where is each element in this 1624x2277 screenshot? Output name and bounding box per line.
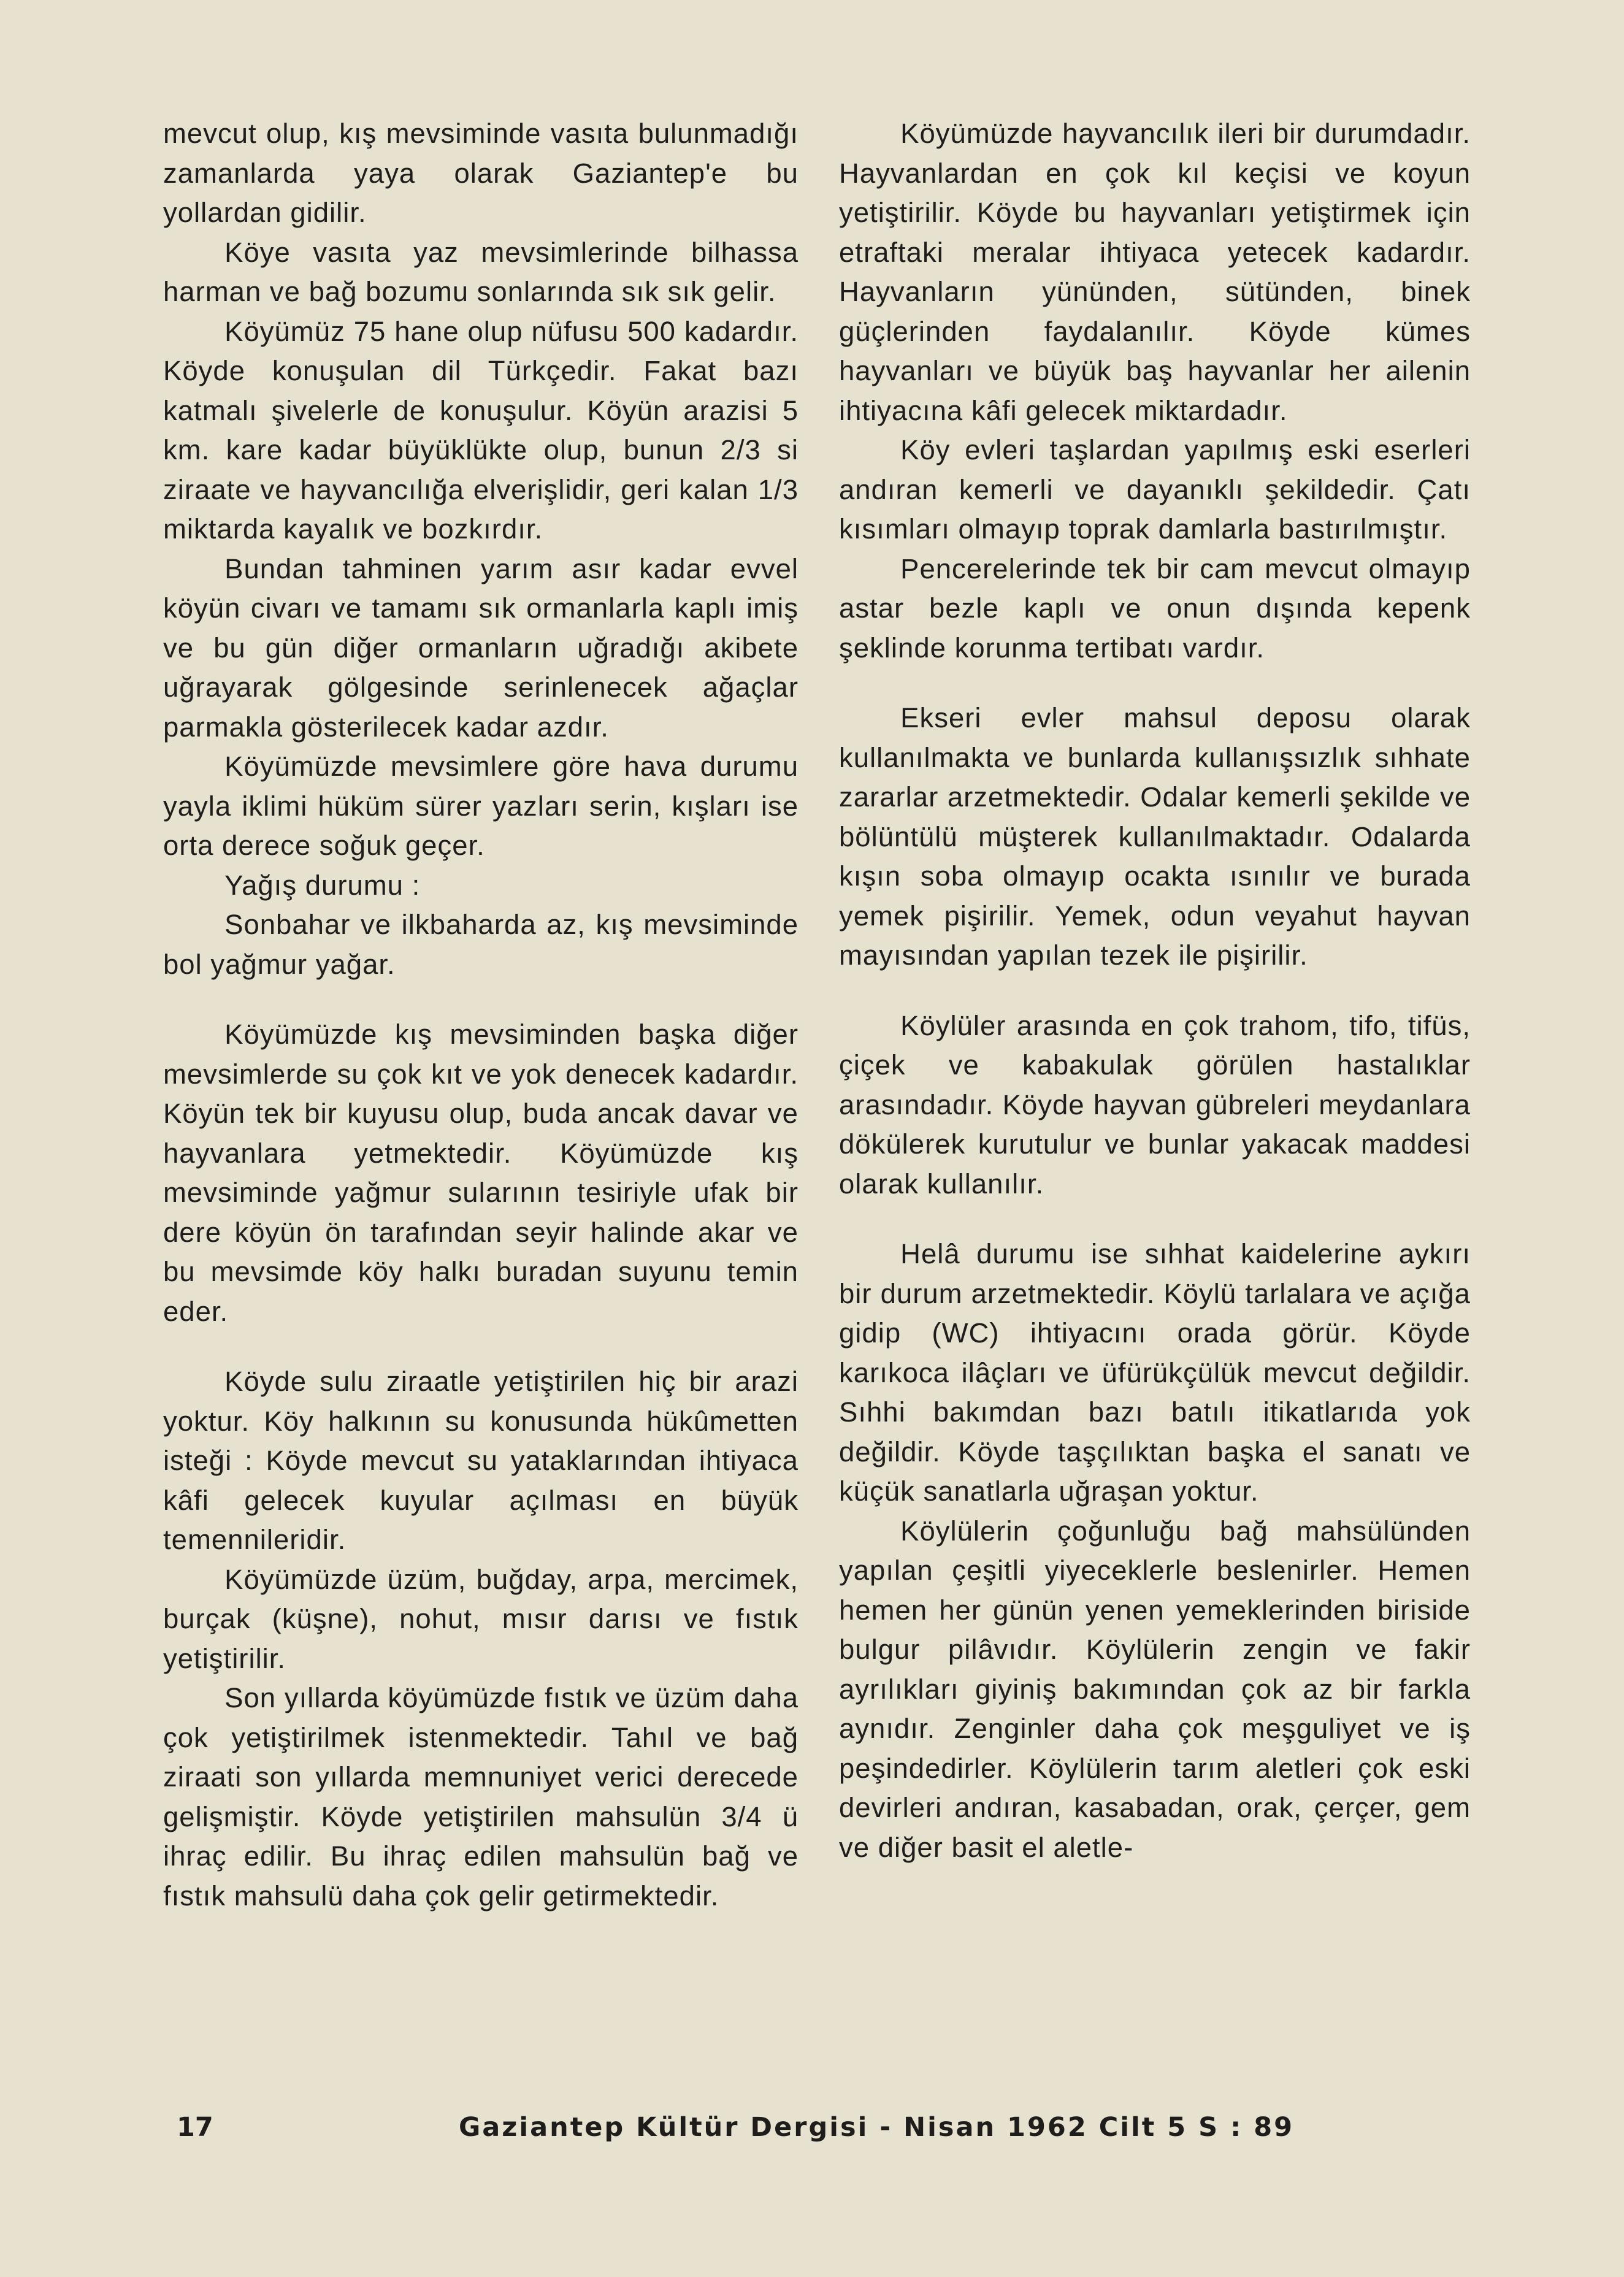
- paragraph: Pencerelerinde tek bir cam mevcut olmayıp astar bezle kaplı ve onun dışında kepenk şeklinde korunma tertibatı vardır.: [839, 553, 1471, 664]
- page-number: 17: [177, 2112, 213, 2143]
- paragraph: Köy evleri taşlardan yapılmış eski eserleri andıran kemerli ve dayanıklı şekildedir. Çatı kısımları olmayıp toprak damlarla bastırılmıştır.: [839, 434, 1471, 545]
- paragraph: Köyümüzde kış mevsiminden başka diğer mevsimlerde su çok kıt ve yok denecek kadardır. Köyün tek bir kuyusu olup, buda ancak davar ve hayvanlara yetmektedir. Köyümüzde kış mevsiminde yağmur sularının tesiriyle ufak bir dere köyün ön tarafından seyir halinde akar ve bu mevsimde köy halkı buradan suyunu temin eder.: [163, 1019, 799, 1327]
- page-footer: [177, 2108, 1360, 2146]
- paragraph: Köye vasıta yaz mevsimlerinde bilhassa harman ve bağ bozumu sonlarında sık sık gelir.: [163, 236, 799, 307]
- paragraph: Köyde sulu ziraatle yetiştirilen hiç bir arazi yoktur. Köy halkının su konusunda hükûmetten isteği : Köyde mevcut su yataklarından ihtiyaca kâfi gelecek kuyular açılması en büyük temennileridir.: [163, 1366, 799, 1555]
- right-text-column: [839, 114, 1471, 1867]
- journal-citation: Gaziantep Kültür Dergisi - Nisan 1962 Cilt 5 S : 89: [459, 2112, 1295, 2143]
- paragraph: Köylülerin çoğunluğu bağ mahsülünden yapılan çeşitli yiyeceklerle beslenirler. Hemen hemen her günün yenen yemeklerinden biriside bulgur pilâvıdır. Köylülerin zengin ve fakir ayrılıkları giyiniş bakımından çok az bir farkla aynıdır. Zenginler daha çok meşguliyet ve iş peşindedirler. Köylülerin tarım aletleri çok eski devirleri andıran, kasabadan, orak, çerçer, gem ve diğer basit el aletle-: [839, 1515, 1471, 1863]
- paragraph: Köyümüzde hayvancılık ileri bir durumdadır. Hayvanlardan en çok kıl keçisi ve koyun yetiştirilir. Köyde bu hayvanları yetiştirmek için etraftaki meralar ihtiyaca yetecek kadardır. Hayvanların yününden, sütünden, binek güçlerinden faydalanılır. Köyde kümes hayvanları ve büyük baş hayvanlar her ailenin ihtiyacına kâfi gelecek miktardadır.: [839, 118, 1471, 426]
- paragraph: Köylüler arasında en çok trahom, tifo, tifüs, çiçek ve kabakulak görülen hastalıklar arasındadır. Köyde hayvan gübreleri meydanlara dökülerek kurutulur ve bunlar yakacak maddesi olarak kullanılır.: [839, 1009, 1471, 1200]
- paragraph: Son yıllarda köyümüzde fıstık ve üzüm daha çok yetiştirilmek istenmektedir. Tahıl ve bağ ziraati son yıllarda memnuniyet verici derecede gelişmiştir. Köyde yetiştirilen mahsulün 3/4 ü ihraç edilir. Bu ihraç edilen mahsulün bağ ve fıstık mahsulü daha çok gelir getirmektedir.: [163, 1682, 799, 1912]
- paragraph: Köyümüzde mevsimlere göre hava durumu yayla iklimi hüküm sürer yazları serin, kışları ise orta derece soğuk geçer.: [163, 751, 799, 861]
- paragraph: Köyümüz 75 hane olup nüfusu 500 kadardır. Köyde konuşulan dil Türkçedir. Fakat bazı katmalı şivelerle de konuşulur. Köyün arazisi 5 km. kare kadar büyüklükte olup, bunun 2/3 si ziraate ve hayvancılığa elverişlidir, geri kalan 1/3 miktarda kayalık ve bozkırdır.: [163, 315, 799, 545]
- paragraph: Ekseri evler mahsul deposu olarak kullanılmakta ve bunlarda kullanışsızlık sıhhate zararlar arzetmektedir. Odalar kemerli şekilde ve bölüntülü müşterek kullanılmaktadır. Odalarda kışın soba olmayıp ocakta ısınılır ve burada yemek pişirilir. Yemek, odun veyahut hayvan mayısından yapılan tezek ile pişirilir.: [839, 702, 1471, 971]
- paragraph: Yağış durumu :: [224, 869, 421, 901]
- left-text-column: [163, 114, 799, 1916]
- paragraph: Bundan tahminen yarım asır kadar evvel köyün civarı ve tamamı sık ormanlarla kaplı imiş ve bu gün diğer ormanların uğradığı akibete uğrayarak gölgesinde serinlenecek ağaçlar parmakla gösterilecek kadar azdır.: [163, 553, 799, 743]
- paragraph: Helâ durumu ise sıhhat kaidelerine aykırı bir durum arzetmektedir. Köylü tarlalara ve açığa gidip (WC) ihtiyacını orada görür. Köyde karıkoca ilâçları ve üfürükçülük mevcut değildir. Sıhhi bakımdan bazı batılı itikatlarıda yok değildir. Köyde taşçılıktan başka el sanatı ve küçük sanatlarla uğraşan yoktur.: [839, 1238, 1471, 1507]
- paragraph: Sonbahar ve ilkbaharda az, kış mevsiminde bol yağmur yağar.: [163, 909, 799, 980]
- paragraph: Köyümüzde üzüm, buğday, arpa, mercimek, burçak (küşne), nohut, mısır darısı ve fıstık yetiştirilir.: [163, 1563, 799, 1674]
- paragraph: mevcut olup, kış mevsiminde vasıta bulunmadığı zamanlarda yaya olarak Gaziantep'e bu yollardan gidilir.: [163, 118, 799, 228]
